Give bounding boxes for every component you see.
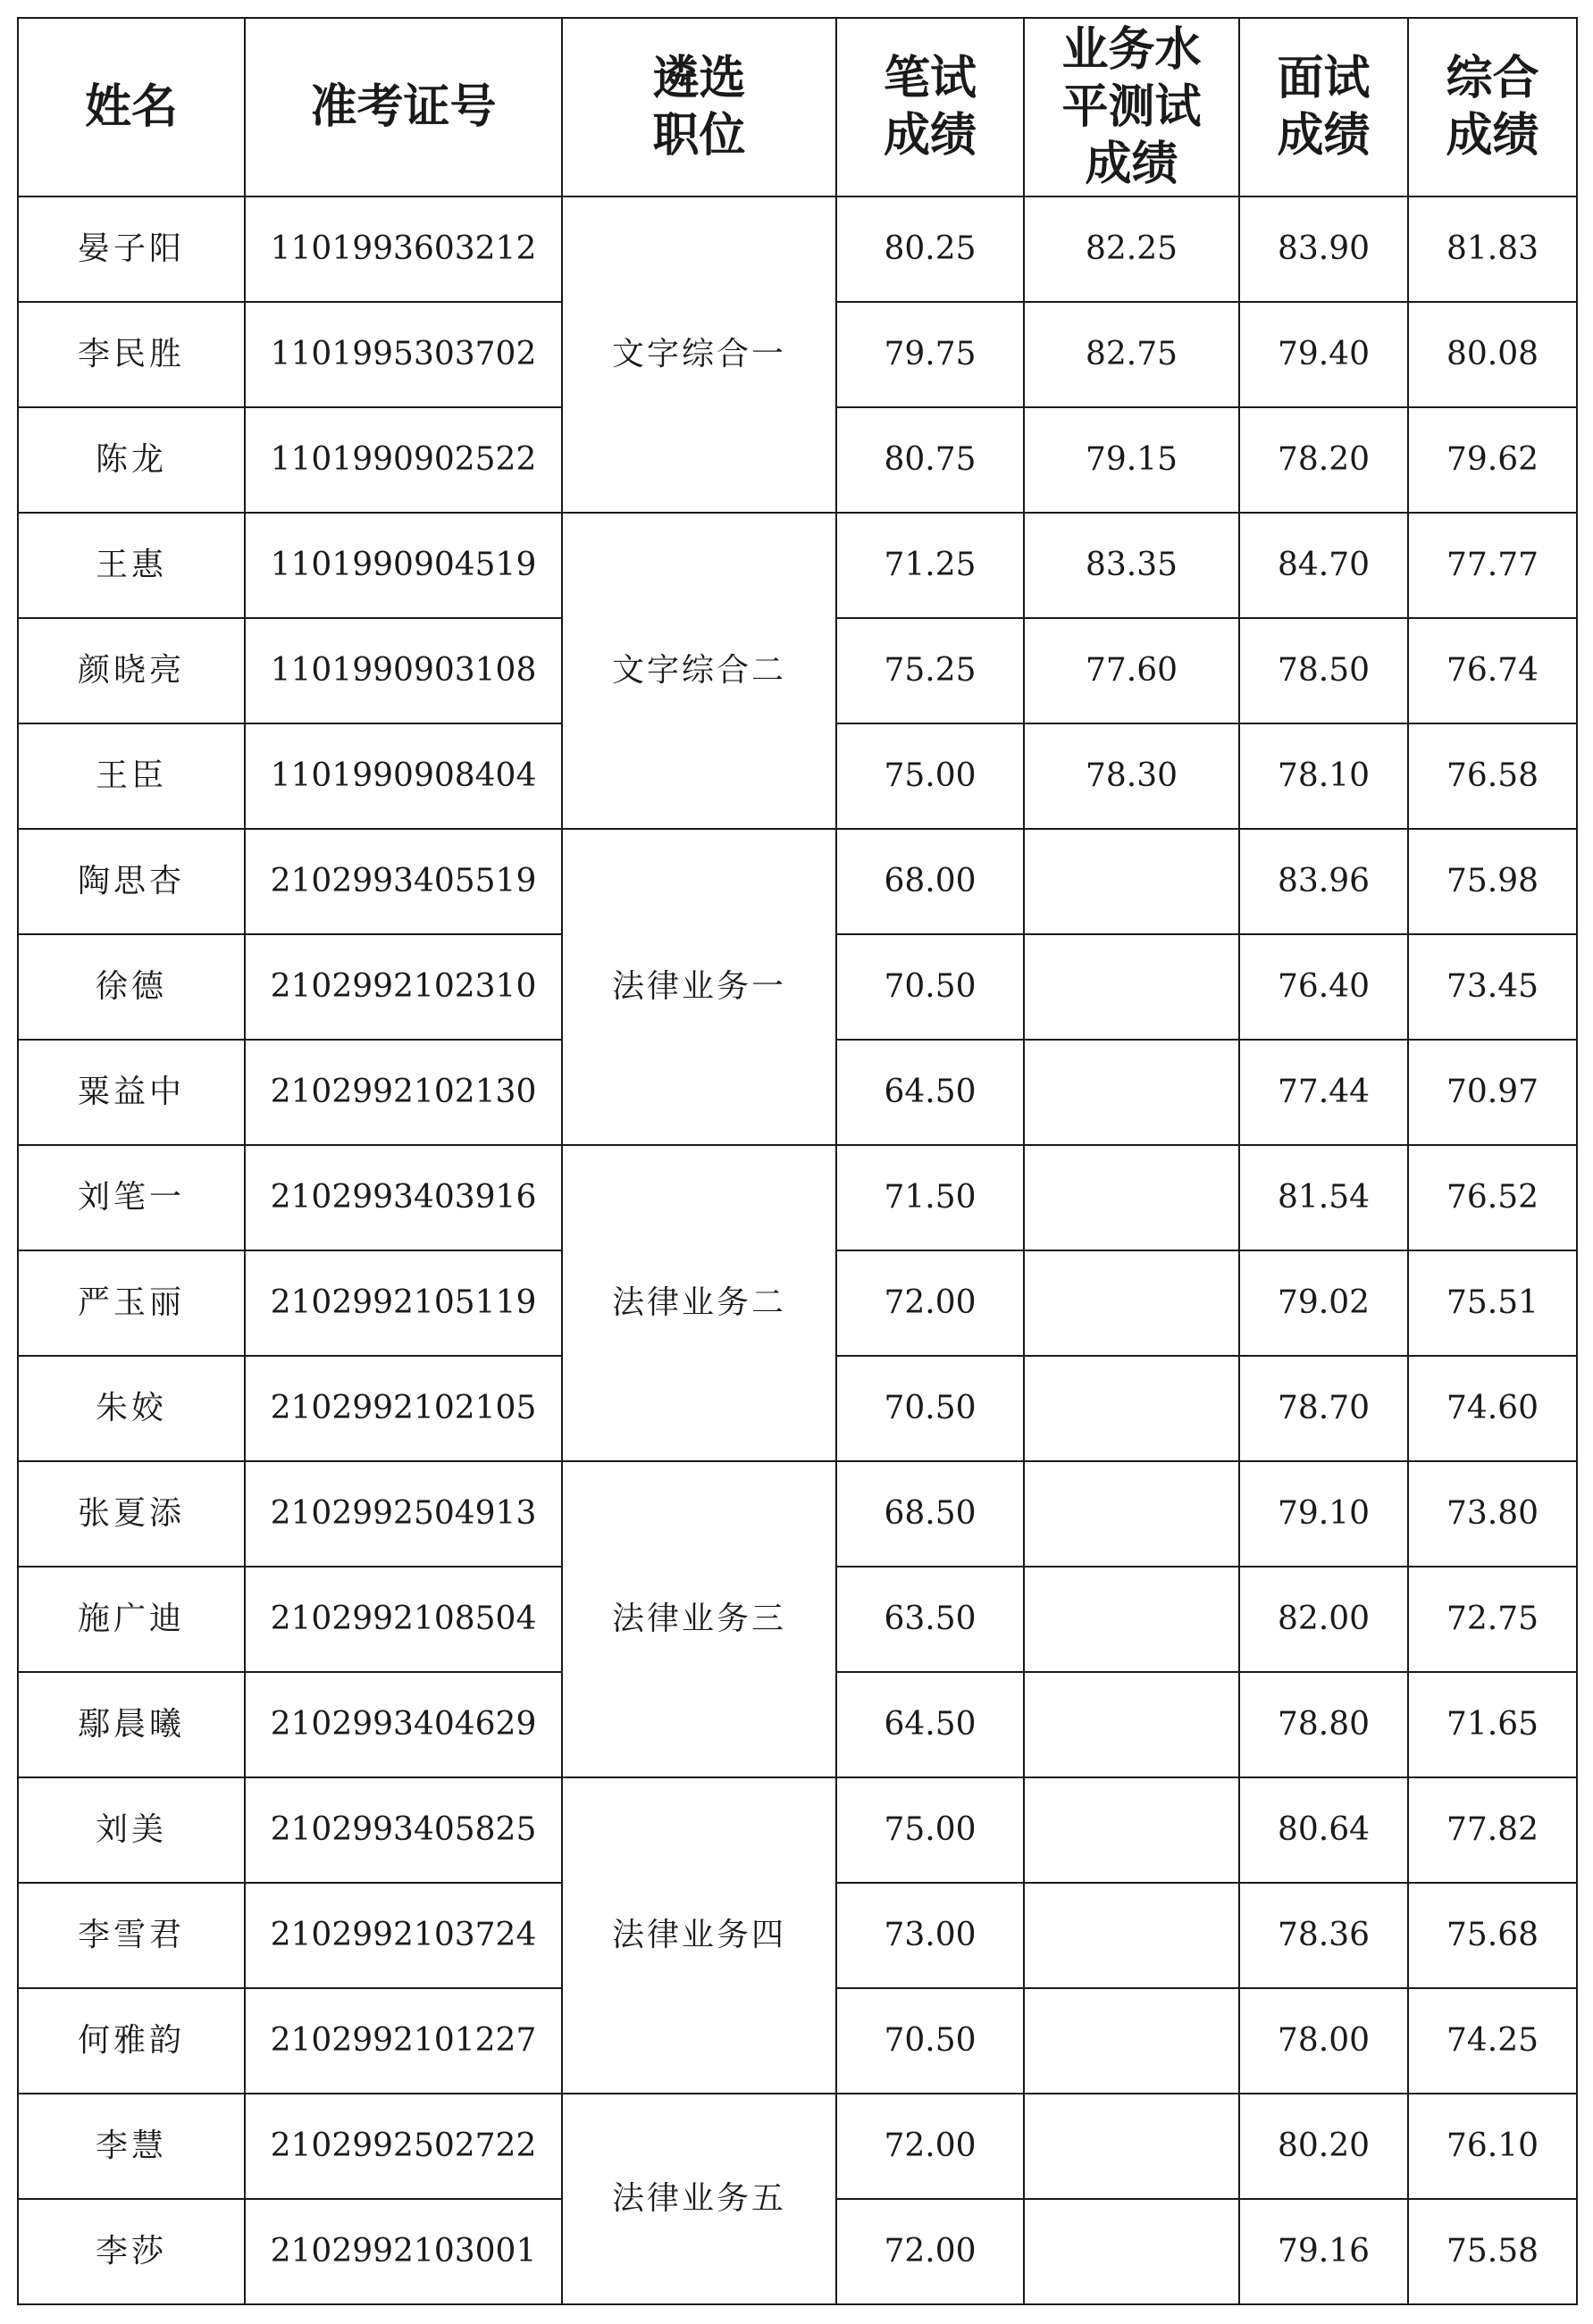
cell-name: 粟益中 bbox=[18, 1040, 245, 1145]
cell-skill-score bbox=[1024, 1145, 1239, 1250]
cell-total-score: 71.65 bbox=[1408, 1672, 1577, 1777]
cell-written-score: 75.25 bbox=[836, 618, 1024, 723]
cell-position: 法律业务一 bbox=[562, 829, 836, 1145]
cell-written-score: 79.75 bbox=[836, 302, 1024, 407]
cell-interview-score: 80.20 bbox=[1239, 2094, 1408, 2199]
cell-total-score: 74.25 bbox=[1408, 1988, 1577, 2094]
table-header bbox=[18, 18, 1577, 196]
table-row bbox=[18, 1461, 1577, 1567]
cell-written-score: 68.50 bbox=[836, 1461, 1024, 1567]
cell-interview-score: 84.70 bbox=[1239, 513, 1408, 618]
cell-name: 严玉丽 bbox=[18, 1250, 245, 1356]
header-name bbox=[18, 18, 245, 196]
cell-interview-score: 77.44 bbox=[1239, 1040, 1408, 1145]
cell-total-score: 81.83 bbox=[1408, 196, 1577, 302]
cell-name: 张夏添 bbox=[18, 1461, 245, 1567]
header-exam-id-label: 准考证号 bbox=[310, 80, 497, 134]
cell-written-score: 72.00 bbox=[836, 2199, 1024, 2304]
cell-exam-id: 1101990908404 bbox=[245, 723, 562, 829]
cell-exam-id: 2102993403916 bbox=[245, 1145, 562, 1250]
cell-skill-score: 82.75 bbox=[1024, 302, 1239, 407]
header-written bbox=[836, 18, 1024, 196]
cell-total-score: 80.08 bbox=[1408, 302, 1577, 407]
cell-name: 晏子阳 bbox=[18, 196, 245, 302]
header-skill bbox=[1024, 18, 1239, 196]
cell-total-score: 77.82 bbox=[1408, 1777, 1577, 1883]
cell-skill-score bbox=[1024, 1883, 1239, 1988]
cell-position: 法律业务二 bbox=[562, 1145, 836, 1461]
cell-name: 陈龙 bbox=[18, 407, 245, 513]
cell-written-score: 75.00 bbox=[836, 1777, 1024, 1883]
cell-skill-score bbox=[1024, 829, 1239, 934]
table-row bbox=[18, 196, 1577, 302]
cell-interview-score: 78.70 bbox=[1239, 1356, 1408, 1461]
cell-total-score: 73.80 bbox=[1408, 1461, 1577, 1567]
cell-interview-score: 82.00 bbox=[1239, 1567, 1408, 1672]
cell-written-score: 70.50 bbox=[836, 934, 1024, 1040]
table-body bbox=[18, 196, 1577, 2304]
cell-exam-id: 2102992102310 bbox=[245, 934, 562, 1040]
cell-interview-score: 83.96 bbox=[1239, 829, 1408, 934]
cell-skill-score bbox=[1024, 1461, 1239, 1567]
header-total-label: 综合 成绩 bbox=[1446, 52, 1539, 163]
cell-skill-score bbox=[1024, 1250, 1239, 1356]
cell-name: 李莎 bbox=[18, 2199, 245, 2304]
cell-total-score: 76.74 bbox=[1408, 618, 1577, 723]
cell-position: 法律业务五 bbox=[562, 2094, 836, 2304]
cell-total-score: 79.62 bbox=[1408, 407, 1577, 513]
cell-total-score: 75.98 bbox=[1408, 829, 1577, 934]
cell-position: 法律业务四 bbox=[562, 1777, 836, 2094]
cell-written-score: 64.50 bbox=[836, 1672, 1024, 1777]
cell-skill-score bbox=[1024, 1672, 1239, 1777]
header-interview-label: 面试 成绩 bbox=[1277, 52, 1371, 163]
cell-skill-score bbox=[1024, 1356, 1239, 1461]
cell-name: 王臣 bbox=[18, 723, 245, 829]
cell-interview-score: 78.36 bbox=[1239, 1883, 1408, 1988]
cell-interview-score: 78.80 bbox=[1239, 1672, 1408, 1777]
table-row bbox=[18, 1145, 1577, 1250]
cell-interview-score: 80.64 bbox=[1239, 1777, 1408, 1883]
cell-exam-id: 2102993405825 bbox=[245, 1777, 562, 1883]
header-exam-id bbox=[245, 18, 562, 196]
cell-exam-id: 2102993405519 bbox=[245, 829, 562, 934]
cell-exam-id: 2102992502722 bbox=[245, 2094, 562, 2199]
cell-exam-id: 2102992102130 bbox=[245, 1040, 562, 1145]
cell-skill-score bbox=[1024, 1040, 1239, 1145]
header-position bbox=[562, 18, 836, 196]
cell-position: 文字综合一 bbox=[562, 196, 836, 513]
cell-exam-id: 2102992103001 bbox=[245, 2199, 562, 2304]
header-position-label: 遴选 职位 bbox=[652, 52, 746, 163]
cell-total-score: 76.10 bbox=[1408, 2094, 1577, 2199]
cell-interview-score: 78.50 bbox=[1239, 618, 1408, 723]
header-interview bbox=[1239, 18, 1408, 196]
cell-written-score: 63.50 bbox=[836, 1567, 1024, 1672]
cell-total-score: 75.68 bbox=[1408, 1883, 1577, 1988]
cell-total-score: 72.75 bbox=[1408, 1567, 1577, 1672]
cell-interview-score: 79.10 bbox=[1239, 1461, 1408, 1567]
cell-name: 李民胜 bbox=[18, 302, 245, 407]
header-skill-label: 业务水 平测试 成绩 bbox=[1061, 23, 1202, 191]
cell-exam-id: 2102992101227 bbox=[245, 1988, 562, 2094]
cell-skill-score bbox=[1024, 1988, 1239, 2094]
cell-written-score: 75.00 bbox=[836, 723, 1024, 829]
cell-interview-score: 76.40 bbox=[1239, 934, 1408, 1040]
cell-exam-id: 2102992102105 bbox=[245, 1356, 562, 1461]
table-row bbox=[18, 1777, 1577, 1883]
cell-skill-score bbox=[1024, 1567, 1239, 1672]
cell-interview-score: 78.20 bbox=[1239, 407, 1408, 513]
cell-interview-score: 79.16 bbox=[1239, 2199, 1408, 2304]
cell-written-score: 72.00 bbox=[836, 2094, 1024, 2199]
cell-skill-score: 79.15 bbox=[1024, 407, 1239, 513]
cell-name: 刘笔一 bbox=[18, 1145, 245, 1250]
table-row bbox=[18, 513, 1577, 618]
cell-exam-id: 1101990903108 bbox=[245, 618, 562, 723]
cell-exam-id: 2102992103724 bbox=[245, 1883, 562, 1988]
cell-name: 鄢晨曦 bbox=[18, 1672, 245, 1777]
cell-name: 李慧 bbox=[18, 2094, 245, 2199]
cell-total-score: 75.51 bbox=[1408, 1250, 1577, 1356]
cell-exam-id: 2102992105119 bbox=[245, 1250, 562, 1356]
cell-skill-score: 82.25 bbox=[1024, 196, 1239, 302]
cell-interview-score: 81.54 bbox=[1239, 1145, 1408, 1250]
cell-exam-id: 2102992108504 bbox=[245, 1567, 562, 1672]
table-row bbox=[18, 2094, 1577, 2199]
cell-name: 王惠 bbox=[18, 513, 245, 618]
cell-total-score: 76.58 bbox=[1408, 723, 1577, 829]
cell-exam-id: 2102992504913 bbox=[245, 1461, 562, 1567]
header-row bbox=[18, 18, 1577, 196]
cell-interview-score: 78.00 bbox=[1239, 1988, 1408, 2094]
cell-total-score: 74.60 bbox=[1408, 1356, 1577, 1461]
cell-skill-score bbox=[1024, 1777, 1239, 1883]
cell-total-score: 75.58 bbox=[1408, 2199, 1577, 2304]
cell-written-score: 68.00 bbox=[836, 829, 1024, 934]
cell-interview-score: 79.40 bbox=[1239, 302, 1408, 407]
cell-name: 刘美 bbox=[18, 1777, 245, 1883]
table-row bbox=[18, 829, 1577, 934]
cell-interview-score: 78.10 bbox=[1239, 723, 1408, 829]
cell-interview-score: 83.90 bbox=[1239, 196, 1408, 302]
cell-name: 徐德 bbox=[18, 934, 245, 1040]
cell-total-score: 76.52 bbox=[1408, 1145, 1577, 1250]
cell-exam-id: 2102993404629 bbox=[245, 1672, 562, 1777]
cell-name: 朱姣 bbox=[18, 1356, 245, 1461]
cell-written-score: 71.50 bbox=[836, 1145, 1024, 1250]
cell-name: 李雪君 bbox=[18, 1883, 245, 1988]
cell-written-score: 72.00 bbox=[836, 1250, 1024, 1356]
header-name-label: 姓名 bbox=[84, 80, 178, 134]
header-total bbox=[1408, 18, 1577, 196]
cell-skill-score: 78.30 bbox=[1024, 723, 1239, 829]
cell-skill-score bbox=[1024, 934, 1239, 1040]
cell-name: 陶思杏 bbox=[18, 829, 245, 934]
cell-name: 颜晓亮 bbox=[18, 618, 245, 723]
cell-total-score: 70.97 bbox=[1408, 1040, 1577, 1145]
cell-written-score: 71.25 bbox=[836, 513, 1024, 618]
cell-written-score: 73.00 bbox=[836, 1883, 1024, 1988]
header-written-label: 笔试 成绩 bbox=[883, 52, 977, 163]
cell-total-score: 77.77 bbox=[1408, 513, 1577, 618]
score-table bbox=[17, 17, 1578, 2305]
cell-name: 何雅韵 bbox=[18, 1988, 245, 2094]
cell-skill-score: 77.60 bbox=[1024, 618, 1239, 723]
cell-written-score: 80.75 bbox=[836, 407, 1024, 513]
cell-exam-id: 1101995303702 bbox=[245, 302, 562, 407]
cell-position: 法律业务三 bbox=[562, 1461, 836, 1777]
cell-exam-id: 1101990902522 bbox=[245, 407, 562, 513]
cell-written-score: 70.50 bbox=[836, 1356, 1024, 1461]
cell-interview-score: 79.02 bbox=[1239, 1250, 1408, 1356]
cell-skill-score: 83.35 bbox=[1024, 513, 1239, 618]
cell-written-score: 80.25 bbox=[836, 196, 1024, 302]
cell-position: 文字综合二 bbox=[562, 513, 836, 829]
cell-skill-score bbox=[1024, 2094, 1239, 2199]
cell-total-score: 73.45 bbox=[1408, 934, 1577, 1040]
cell-name: 施广迪 bbox=[18, 1567, 245, 1672]
cell-exam-id: 1101993603212 bbox=[245, 196, 562, 302]
cell-written-score: 64.50 bbox=[836, 1040, 1024, 1145]
cell-skill-score bbox=[1024, 2199, 1239, 2304]
cell-exam-id: 1101990904519 bbox=[245, 513, 562, 618]
cell-written-score: 70.50 bbox=[836, 1988, 1024, 2094]
